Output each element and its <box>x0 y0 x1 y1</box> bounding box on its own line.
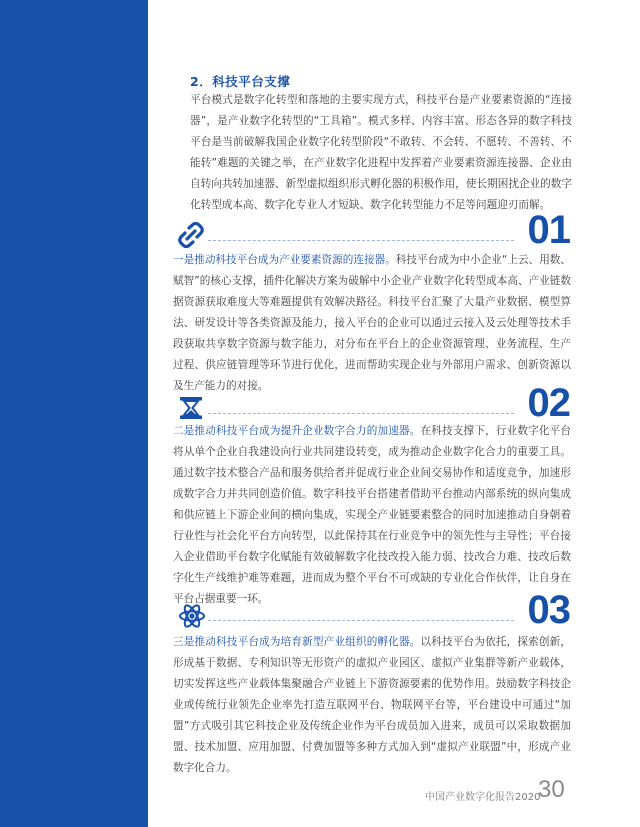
item-highlight: 三是推动科技平台成为培育新型产业组织的孵化器。 <box>173 636 421 648</box>
item-paragraph-02 <box>173 421 571 610</box>
atom-icon <box>178 602 204 628</box>
item-header-01 <box>178 206 570 250</box>
section-title: 2．科技平台支撑 <box>190 74 291 89</box>
item-number: 02 <box>527 381 570 425</box>
item-number: 03 <box>527 588 570 632</box>
item-paragraph-01 <box>173 250 571 397</box>
item-number: 01 <box>527 208 570 252</box>
item-header-02 <box>178 379 570 423</box>
item-body: 在科技支撑下，行业数字化平台将从单个企业自我建设向行业共同建设转变，成为推动企业数字化合力的重要工具。通过数字技术整合产品和服务供给者并促成行业企业间交易协作和适度竞争，加速形成数字合力并共同创造价值。数字科技平台搭建者借助平台推动内部系统的纵向集成和供应链上下游企业间的横向集成，实现全产业链要素整合的同时加速推动自身朝着行业性与社会化平台方向转型，以此保持其在行业竞争中的领先性与主导性；平台接入企业借助平台数字化赋能有效破解数字化技改投入能力弱、技改合力难、技改后数字化生产线维护难等难题，进而成为整个平台不可或缺的专业化合作伙伴，让自身在平台占据重要一环。 <box>173 425 572 605</box>
item-highlight: 二是推动科技平台成为提升企业数字合力的加速器。 <box>173 425 421 437</box>
item-body: 以科技平台为依托，探索创新，形成基于数据、专利知识等无形资产的虚拟产业园区、虚拟产业集群等新产业载体，切实发挥这些产业载体集聚融合产业链上下游资源要素的优势作用。鼓励数字科技企业或传统行业领先企业率先打造互联网平台、物联网平台等，平台建设中可通过“加盟”方式吸引其它科技企业及传统企业作为平台成员加入进来，成员可以采取数据加盟、技术加盟、应用加盟、付费加盟等多种方式加入到“虚拟产业联盟”中，形成产业数字化合力。 <box>173 636 572 774</box>
dashed-divider <box>208 240 514 241</box>
hourglass-icon <box>178 395 204 421</box>
link-icon <box>178 222 204 248</box>
item-header-03 <box>178 586 570 630</box>
report-title: 中国产业数字化报告2020 <box>425 792 541 803</box>
intro-paragraph: 平台模式是数字化转型和落地的主要实现方式，科技平台是产业要素资源的“连接器”，是产业数字化转型的“工具箱”。模式多样、内容丰富、形态各异的数字科技平台是当前破解我国企业数字化转型阶段“不敢转、不会转、不愿转、不善转、不能转”难题的关键之举，在产业数字化进程中发挥着产业要素资源连接器、企业由自转向共转加速器、新型虚拟组织形式孵化器的积极作用，使长期困扰企业的数字化转型成本高、数字化专业人才短缺、数字化转型能力不足等问题迎刃而解。 <box>190 94 572 211</box>
item-highlight: 一是推动科技平台成为产业要素资源的连接器。 <box>173 254 396 266</box>
item-body: 科技平台成为中小企业“上云、用数、赋智”的核心支撑，插件化解决方案为破解中小企业产业数字化转型成本高、产业链数据资源获取难度大等难题提供有效解决路径。科技平台汇聚了大量产业数据、模型算法、研发设计等各类资源及能力，接入平台的企业可以通过云接入及云处理等技术手段获取共享数字资源与数字能力，对分布在平台上的企业资源管理、业务流程、生产过程、供应链管理等环节进行优化，进而帮助实现企业与外部用户需求、创新资源以及生产能力的对接。 <box>173 254 571 392</box>
blue-sidebar <box>0 0 148 827</box>
page-number: 30 <box>538 776 565 803</box>
item-paragraph-03 <box>173 632 571 779</box>
dashed-divider <box>208 413 514 414</box>
dashed-divider <box>208 620 514 621</box>
